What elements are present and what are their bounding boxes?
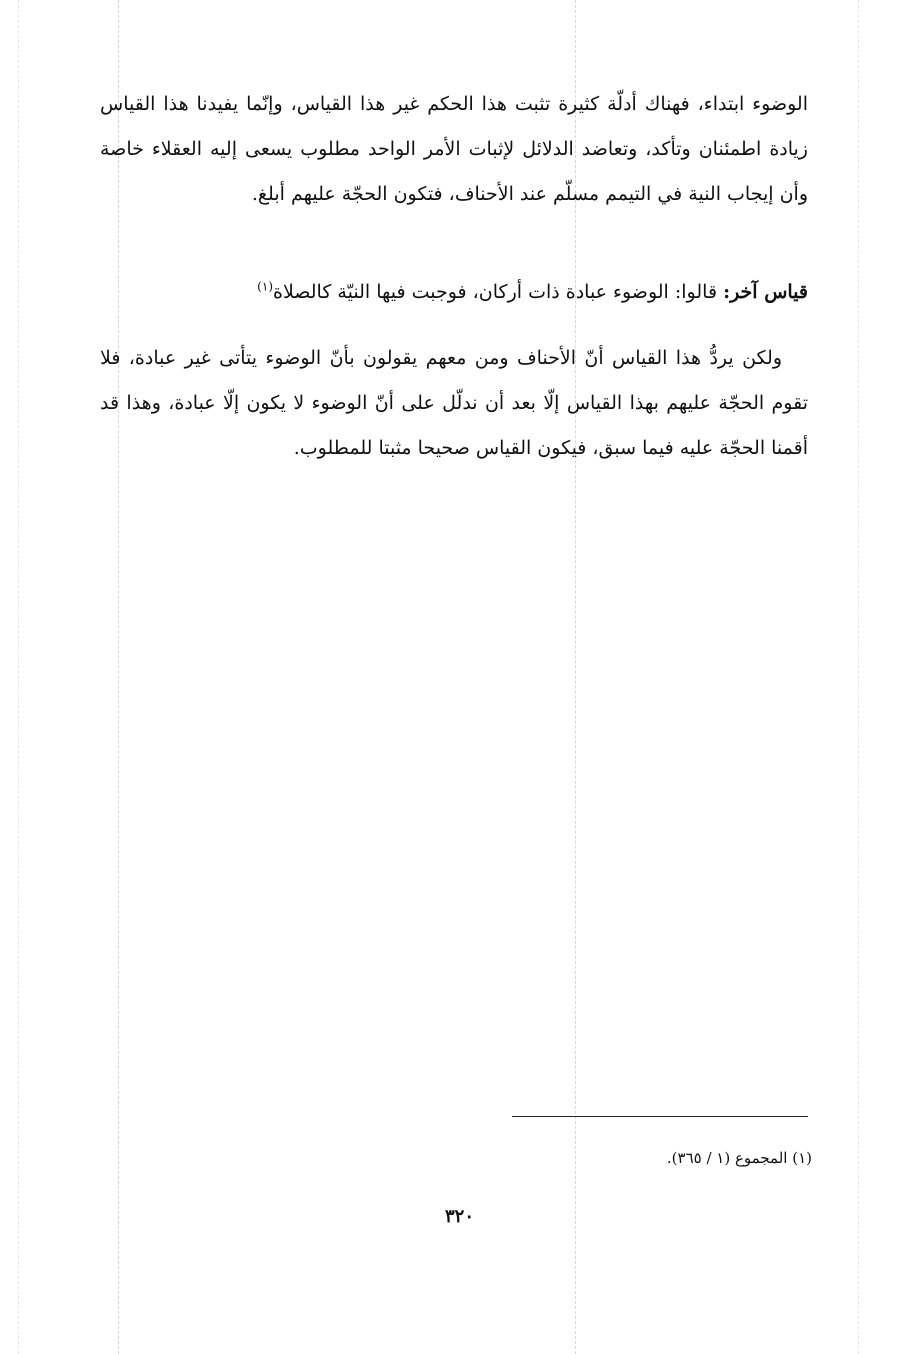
- footnote-marker: (١): [792, 1149, 812, 1167]
- page-number: ٣٢٠: [444, 1206, 474, 1227]
- footnote-separator: [512, 1116, 808, 1117]
- scan-guide-line: [18, 0, 19, 1354]
- paragraph-line: [100, 270, 808, 315]
- paragraph-text: ولكن يردُّ هذا القياس أنّ الأحناف ومن معهم يقولون بأنّ الوضوء يتأتى غير عبادة، فلا تقوم الحجّة عليهم بهذا القياس إلّا بعد أن ندلّل على أنّ الوضوء لا يكون إلّا عبادة، وهذا قد أقمنا الحجّة عليه فيما سبق، فيكون القياس صحيحا مثبتا للمطلوب.: [100, 347, 808, 459]
- paragraph-text: قالوا: الوضوء عبادة ذات أركان، فوجبت فيها النيّة كالصلاة: [273, 281, 724, 303]
- paragraph-heading: قياس آخر:: [723, 281, 808, 303]
- footnote-text: المجموع (١ / ٣٦٥).: [666, 1149, 793, 1167]
- footnote-1: [420, 1144, 812, 1172]
- body-paragraph-2: [100, 270, 808, 315]
- scan-guide-line: [858, 0, 859, 1354]
- footnote-reference[interactable]: (١): [257, 279, 273, 294]
- body-paragraph-1: [100, 82, 808, 217]
- body-paragraph-3: [100, 336, 808, 471]
- paragraph-text: الوضوء ابتداء، فهناك أدلّة كثيرة تثبت هذا الحكم غير هذا القياس، وإنّما يفيدنا هذا القياس زيادة اطمئنان وتأكد، وتعاضد الدلائل لإثبات الأمر الواحد مطلوب يسعى إليه العقلاء خاصة وأن إيجاب النية في التيمم مسلّم عند الأحناف، فتكون الحجّة عليهم أبلغ.: [100, 93, 808, 205]
